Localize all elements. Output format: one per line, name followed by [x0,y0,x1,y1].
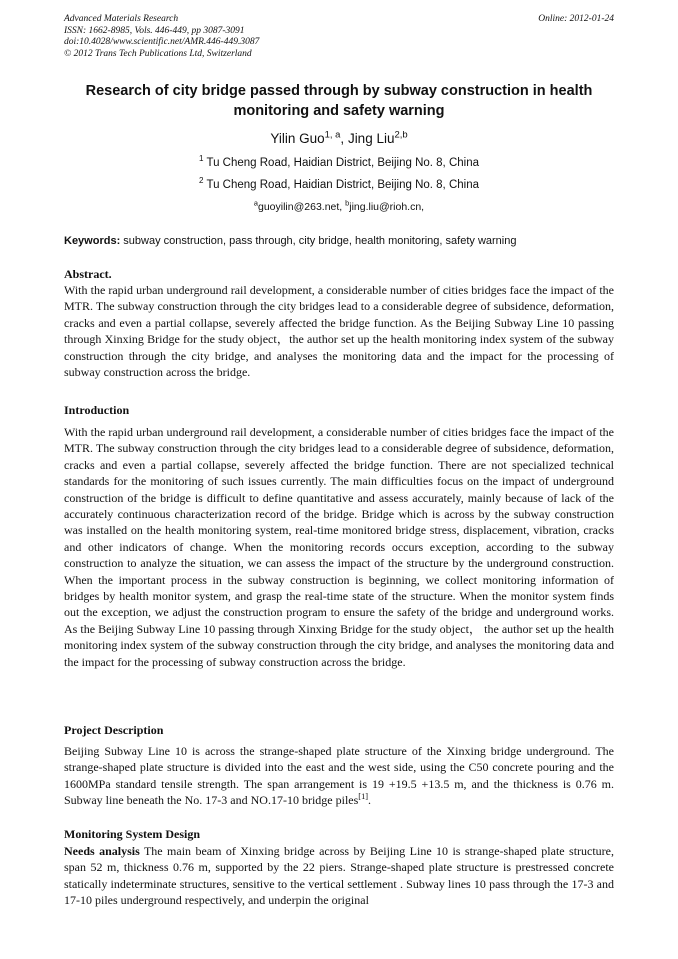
needs-analysis-text: The main beam of Xinxing bridge across by Beijing Line 10 is strange-shaped plate structure, span 52 m, thickness 0.76 m, supported by the 22 piers. Strange-shaped plate structure is prestressed concrete statically indeterminate structures, sensitive to the vertical settlement . Subway lines 10 pass through the 17-3 and 17-10 piles underground respectively, and underpin the original [64,844,614,908]
project-description-heading: Project Description [64,723,164,737]
citation-ref: [1] [358,792,369,802]
doi-line: doi:10.4028/www.scientific.net/AMR.446-449.3087 [64,37,260,47]
affiliation-1 [64,154,614,169]
paper-title: Research of city bridge passed through by subway construction in health monitoring and safety warning [85,83,593,119]
affiliation-2-number: 2 [199,176,204,186]
issn-line: ISSN: 1662-8985, Vols. 446-449, pp 3087-3091 [64,25,245,36]
abstract-heading: Abstract. [64,267,112,281]
project-description-body [64,743,614,809]
introduction-body: With the rapid urban underground rail development, a considerable number of cities bridges face the impact of the MTR. The subway construction through the city bridges lead to a considerable degree of subsidence, deformation, cracks and even a partial collapse, severely affected the bridge function. There are not specialized technical standards for the monitoring of such issues currently. The main difficulties focus on the impact of underground construction of the bridge is difficult to define quantitative and assess accurately, mainly because of lack of the accurately continuous characterization record of the bridge. Bridge which is across by the subway construction was installed on the health monitoring system, real-time monitored bridge stress, displacement, vibration, cracks and other indicators of change. When the monitoring records occurs exception, according to the subway construction to analyze the situation, we can assess the impact of the structure by the underground construction. When the important process in the subway construction is beginning, we collect monitoring information of bridges by health monitor system, and grasp the real-time state of the structure. When the monitor system finds out the exception, we adjust the construction program to ensure the safety of the bridge and underground works. As the Beijing Subway Line 10 passing through Xinxing Bridge for the study object， the author set up the health monitoring index system of the subway construction through the city bridge, and analyses the monitoring data and the impact for the processing of subway construction across the bridge. [64,425,614,669]
email-a: guoyilin@263.net, [258,201,346,213]
monitoring-system-body [64,843,614,909]
author-2: Jing Liu [347,131,395,146]
author-2-affiliation: 2,b [394,129,408,141]
author-line [64,131,614,146]
abstract-body: With the rapid urban underground rail development, a considerable number of cities bridges face the impact of the MTR. The subway construction through the city bridges lead to a considerable degree of subsidence, deformation, cracks and even a partial collapse, severely affected the bridge function. As the Beijing Subway Line 10 passing through Xinxing Bridge for the study object，the author set up the health monitoring index system of the subway construction through the city bridge, and analyses the monitoring data and the impact for the processing of subway construction across the bridge. [64,283,614,380]
email-a-marker: a [253,198,258,208]
affiliation-1-text: Tu Cheng Road, Haidian District, Beijing No. 8, China [206,157,479,169]
affiliation-2 [64,176,614,191]
project-description-end: . [368,793,372,808]
author-1-affiliation: 1, a [324,129,341,141]
author-separator: , [340,131,348,146]
keywords-label: Keywords: [64,235,121,247]
copyright-line: © 2012 Trans Tech Publications Ltd, Switzerland [64,48,252,59]
project-description-text: Beijing Subway Line 10 is across the strange-shaped plate structure of the Xinxing bridge underground. The strange-shaped plate structure is divided into the east and the west side, using the C50 concrete pouring and the 1600MPa standard tensile strength. The span arrangement is 19 +19.5 +13.5 m, and the thickness is 0.76 m. Subway line beneath the No. 17-3 and NO.17-10 bridge piles [64,744,614,808]
author-1: Yilin Guo [270,131,325,146]
email-b-marker: b [345,198,350,208]
online-date: Online: 2012-01-24 [538,14,614,24]
monitoring-system-heading: Monitoring System Design [64,827,200,841]
affiliation-2-text: Tu Cheng Road, Haidian District, Beijing No. 8, China [206,179,479,191]
journal-header [64,14,259,60]
keywords-text: subway construction, pass through, city bridge, health monitoring, safety warning [120,235,517,247]
keywords-line [64,235,614,247]
introduction-heading: Introduction [64,403,130,417]
email-line [64,198,614,213]
email-b: jing.liu@rioh.cn, [349,201,425,213]
affiliation-1-number: 1 [199,154,204,164]
needs-analysis-label: Needs analysis [64,844,140,858]
journal-name: Advanced Materials Research [64,14,179,24]
